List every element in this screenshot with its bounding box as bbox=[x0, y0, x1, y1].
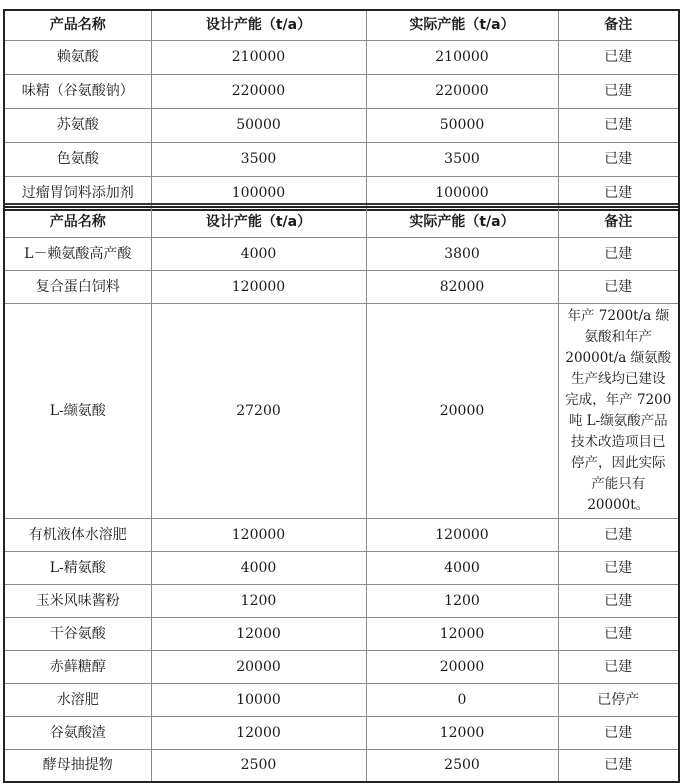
header-note: 备注 bbox=[558, 207, 679, 237]
note: 已建 bbox=[558, 716, 679, 749]
header-product-name: 产品名称 bbox=[4, 10, 151, 40]
design-capacity: 120000 bbox=[151, 270, 366, 303]
actual-capacity: 4000 bbox=[366, 551, 558, 584]
note: 已停产 bbox=[558, 683, 679, 716]
note: 已建 bbox=[558, 40, 679, 74]
table-row bbox=[4, 40, 679, 74]
actual-capacity: 0 bbox=[366, 683, 558, 716]
product-name: 过瘤胃饲料添加剂 bbox=[4, 176, 151, 210]
actual-capacity: 1200 bbox=[366, 584, 558, 617]
note: 已建 bbox=[558, 108, 679, 142]
header-actual-capacity: 实际产能（t/a） bbox=[366, 10, 558, 40]
table-row bbox=[4, 74, 679, 108]
design-capacity: 100000 bbox=[151, 176, 366, 210]
table-row bbox=[4, 108, 679, 142]
header-note: 备注 bbox=[558, 10, 679, 40]
table-row bbox=[4, 518, 679, 551]
design-capacity: 50000 bbox=[151, 108, 366, 142]
table-row bbox=[4, 551, 679, 584]
table-row bbox=[4, 303, 679, 518]
actual-capacity: 82000 bbox=[366, 270, 558, 303]
actual-capacity: 100000 bbox=[366, 176, 558, 210]
product-name: 复合蛋白饲料 bbox=[4, 270, 151, 303]
product-name: 苏氨酸 bbox=[4, 108, 151, 142]
product-name: 玉米风味酱粉 bbox=[4, 584, 151, 617]
design-capacity: 20000 bbox=[151, 650, 366, 683]
table-row bbox=[4, 749, 679, 782]
design-capacity: 4000 bbox=[151, 237, 366, 270]
table-row bbox=[4, 237, 679, 270]
note: 已建 bbox=[558, 518, 679, 551]
note: 已建 bbox=[558, 142, 679, 176]
table-row bbox=[4, 716, 679, 749]
note: 已建 bbox=[558, 584, 679, 617]
product-name: 干谷氨酸 bbox=[4, 617, 151, 650]
note: 已建 bbox=[558, 74, 679, 108]
product-name: L-精氨酸 bbox=[4, 551, 151, 584]
product-name: 水溶肥 bbox=[4, 683, 151, 716]
table-header-row bbox=[4, 10, 679, 40]
table-row bbox=[4, 584, 679, 617]
table-row bbox=[4, 270, 679, 303]
table-header-row bbox=[4, 207, 679, 237]
actual-capacity: 12000 bbox=[366, 716, 558, 749]
actual-capacity: 20000 bbox=[366, 650, 558, 683]
product-name: L-缬氨酸 bbox=[4, 303, 151, 518]
design-capacity: 3500 bbox=[151, 142, 366, 176]
design-capacity: 27200 bbox=[151, 303, 366, 518]
table-row bbox=[4, 650, 679, 683]
table-separator bbox=[3, 203, 678, 205]
product-name: 赤藓糖醇 bbox=[4, 650, 151, 683]
capacity-table-2 bbox=[3, 206, 680, 783]
note: 已建 bbox=[558, 749, 679, 782]
header-design-capacity: 设计产能（t/a） bbox=[151, 207, 366, 237]
capacity-table-1 bbox=[3, 9, 680, 211]
product-name: 谷氨酸渣 bbox=[4, 716, 151, 749]
actual-capacity: 20000 bbox=[366, 303, 558, 518]
actual-capacity: 210000 bbox=[366, 40, 558, 74]
actual-capacity: 120000 bbox=[366, 518, 558, 551]
note: 年产 7200t/a 缬氨酸和年产 20000t/a 缬氨酸生产线均已建设完成，年产 7200 吨 L-缬氨酸产品技术改造项目已停产，因此实际产能只有 20000t。 bbox=[558, 303, 679, 518]
note: 已建 bbox=[558, 650, 679, 683]
note: 已建 bbox=[558, 270, 679, 303]
note: 已建 bbox=[558, 176, 679, 210]
actual-capacity: 12000 bbox=[366, 617, 558, 650]
design-capacity: 4000 bbox=[151, 551, 366, 584]
design-capacity: 10000 bbox=[151, 683, 366, 716]
design-capacity: 12000 bbox=[151, 716, 366, 749]
design-capacity: 2500 bbox=[151, 749, 366, 782]
product-name: 赖氨酸 bbox=[4, 40, 151, 74]
actual-capacity: 2500 bbox=[366, 749, 558, 782]
header-design-capacity: 设计产能（t/a） bbox=[151, 10, 366, 40]
design-capacity: 12000 bbox=[151, 617, 366, 650]
actual-capacity: 3500 bbox=[366, 142, 558, 176]
design-capacity: 220000 bbox=[151, 74, 366, 108]
product-name: 色氨酸 bbox=[4, 142, 151, 176]
product-name: L－赖氨酸高产酸 bbox=[4, 237, 151, 270]
actual-capacity: 3800 bbox=[366, 237, 558, 270]
note: 已建 bbox=[558, 551, 679, 584]
product-name: 有机液体水溶肥 bbox=[4, 518, 151, 551]
design-capacity: 1200 bbox=[151, 584, 366, 617]
table-row bbox=[4, 683, 679, 716]
note: 已建 bbox=[558, 237, 679, 270]
design-capacity: 120000 bbox=[151, 518, 366, 551]
product-name: 酵母抽提物 bbox=[4, 749, 151, 782]
note: 已建 bbox=[558, 617, 679, 650]
table-row bbox=[4, 142, 679, 176]
header-product-name: 产品名称 bbox=[4, 207, 151, 237]
design-capacity: 210000 bbox=[151, 40, 366, 74]
product-name: 味精（谷氨酸钠） bbox=[4, 74, 151, 108]
header-actual-capacity: 实际产能（t/a） bbox=[366, 207, 558, 237]
actual-capacity: 50000 bbox=[366, 108, 558, 142]
actual-capacity: 220000 bbox=[366, 74, 558, 108]
table-row bbox=[4, 617, 679, 650]
